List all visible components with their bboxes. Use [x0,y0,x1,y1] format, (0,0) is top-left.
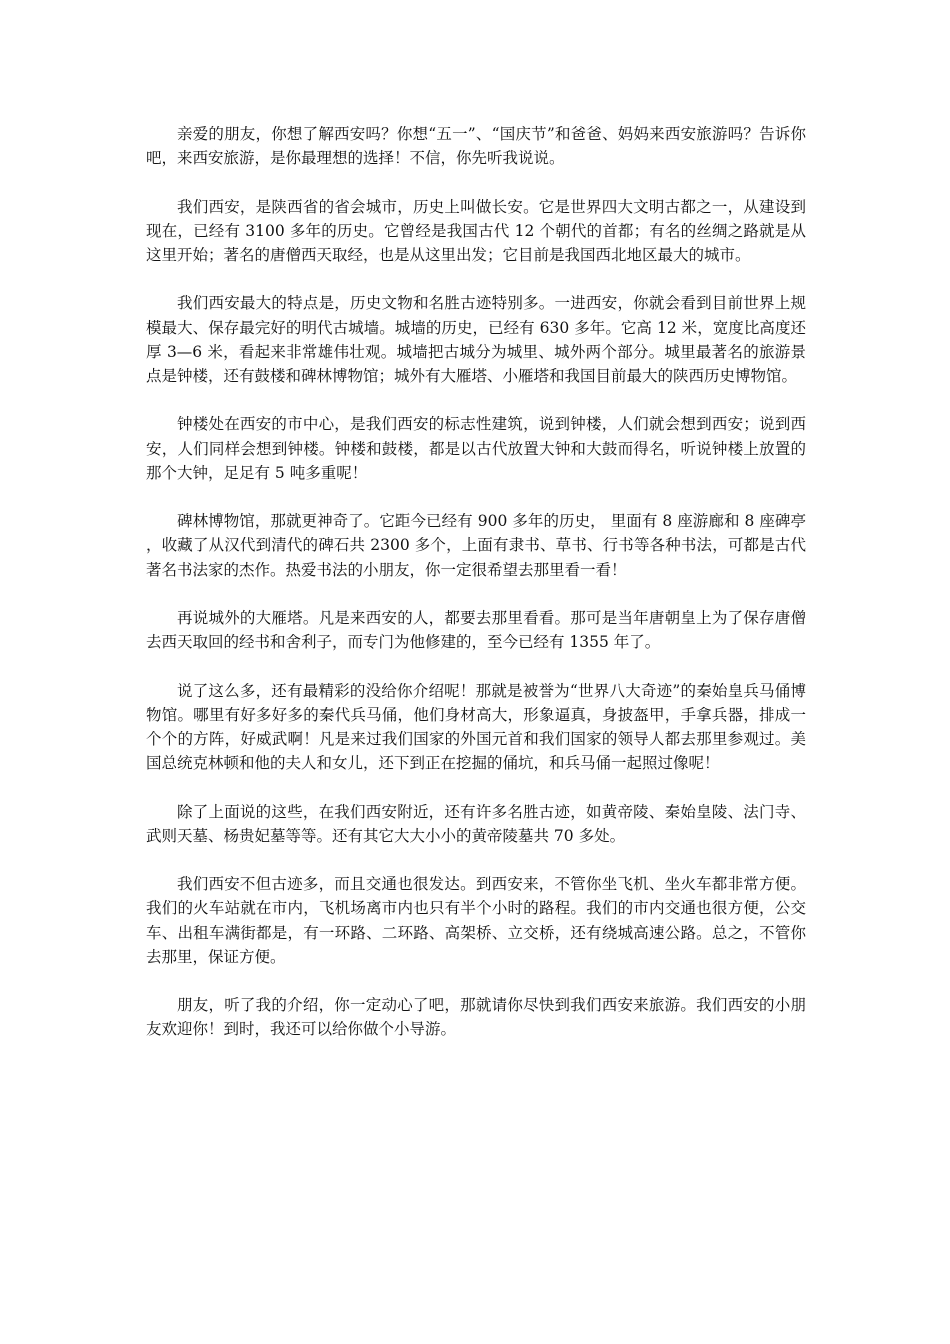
paragraph-bell-tower: 钟楼处在西安的市中心，是我们西安的标志性建筑，说到钟楼，人们就会想到西安；说到西安，人们同样会想到钟楼。钟楼和鼓楼，都是以古代放置大钟和大鼓而得名，听说钟楼上放置的那个大钟，足足有 5 吨多重呢！ [146,415,806,482]
paragraph-nearby-sites: 除了上面说的这些，在我们西安附近，还有许多名胜古迹，如黄帝陵、秦始皇陵、法门寺、武则天墓、杨贵妃墓等等。还有其它大大小小的黄帝陵墓共 70 多处。 [146,802,806,845]
paragraph-intro: 亲爱的朋友，你想了解西安吗？你想“五一”、“国庆节”和爸爸、妈妈来西安旅游吗？告诉你吧，来西安旅游，是你最理想的选择！不信，你先听我说说。 [146,125,806,168]
paragraph-transportation: 我们西安不但古迹多，而且交通也很发达。到西安来，不管你坐飞机、坐火车都非常方便。我们的火车站就在市内，飞机场离市内也只有半个小时的路程。我们的市内交通也很方便，公交车、出租车满街都是，有一环路、二环路、高架桥、立交桥，还有绕城高速公路。总之，不管你去那里，保证方便。 [146,875,806,966]
paragraph-invitation: 朋友，听了我的介绍，你一定动心了吧，那就请你尽快到我们西安来旅游。我们西安的小朋友欢迎你！到时，我还可以给你做个小导游。 [146,996,806,1039]
paragraph-city-history: 我们西安，是陕西省的省会城市，历史上叫做长安。它是世界四大文明古都之一，从建设到现在，已经有 3100 多年的历史。它曾经是我国古代 12 个朝代的首都；有名的丝绸之路就是从这里开始；著名的唐僧西天取经，也是从这里出发；它目前是我国西北地区最大的城市。 [146,197,806,264]
paragraph-terracotta-warriors: 说了这么多，还有最精彩的没给你介绍呢！那就是被誉为“世界八大奇迹”的秦始皇兵马俑博物馆。哪里有好多好多的秦代兵马俑，他们身材高大，形象逼真，身披盔甲，手拿兵器，排成一个个的方阵，好威武啊！凡是来过我们国家的外国元首和我们国家的领导人都去那里参观过。美国总统克林顿和他的夫人和女儿，还下到正在挖掘的俑坑，和兵马俑一起照过像呢！ [146,681,806,773]
document-body [146,122,806,1066]
paragraph-city-wall: 我们西安最大的特点是，历史文物和名胜古迹特别多。一进西安，你就会看到目前世界上规模最大、保存最完好的明代古城墙。城墙的历史，已经有 630 多年。它高 12 米，宽度比高度还厚 3—6 米，看起来非常雄伟壮观。城墙把古城分为城里、城外两个部分。城里最著名的旅游景点是钟楼，还有鼓楼和碑林博物馆；城外有大雁塔、小雁塔和我国目前最大的陕西历史博物馆。 [146,294,806,385]
paragraph-big-wild-goose-pagoda: 再说城外的大雁塔。凡是来西安的人，都要去那里看看。那可是当年唐朝皇上为了保存唐僧去西天取回的经书和舍利子，而专门为他修建的，至今已经有 1355 年了。 [146,608,806,652]
paragraph-forest-of-steles: 碑林博物馆，那就更神奇了。它距今已经有 900 多年的历史， 里面有 8 座游廊和 8 座碑亭，收藏了从汉代到清代的碑石共 2300 多个，上面有隶书、草书、行书等各种书法，可都是古代著名书法家的杰作。热爱书法的小朋友，你一定很希望去那里看一看！ [146,512,806,579]
